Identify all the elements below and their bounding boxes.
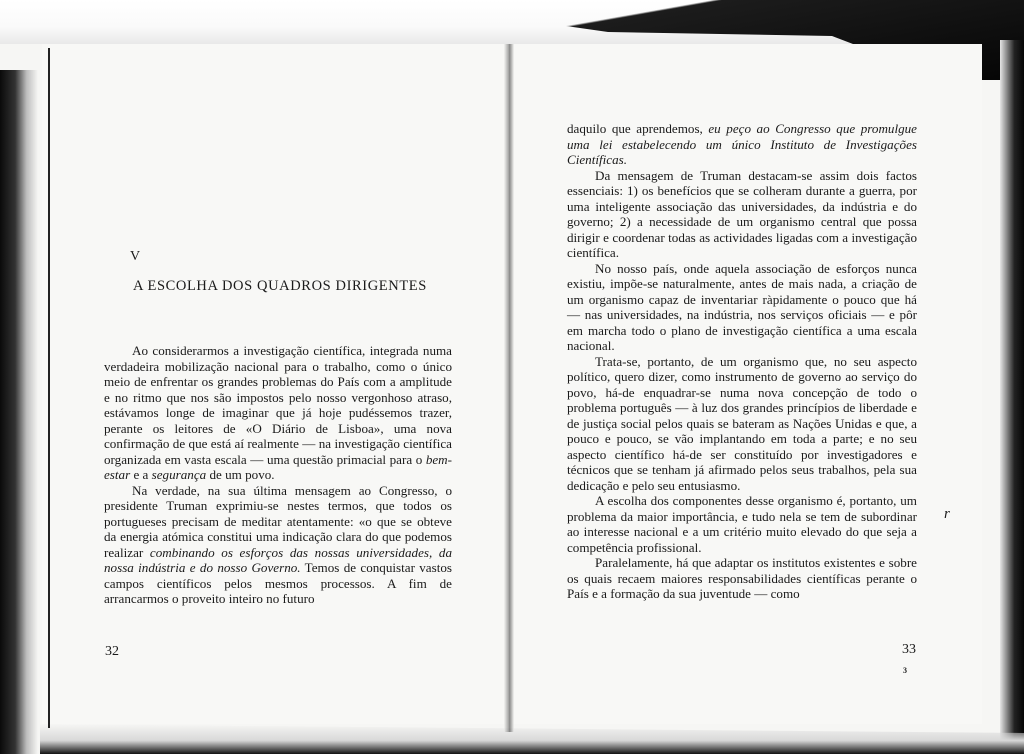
paragraph: No nosso país, onde aquela associação de esforços nunca existiu, impõe-se naturalmente, antes de mais nada, a criação de um organismo capaz de inventariar ràpidamente o pouco que há — nas universidades, na indústria, nos serviços oficiais — e pôr em marcha todo o plano de investigação científica a uma escala nacional. [567,260,917,353]
scan-shadow-bottom [40,724,1024,754]
paragraph: Na verdade, na sua última mensagem ao Congresso, o presidente Truman exprimiu-se nestes termos, que todos os portugueses precisam de meditar atentamente: «o que se obteve da energia atómica constitui uma indicação clara do que podemos realizar combinando os esforços das nossas universidades, da nossa indústria e do nosso Governo. Temos de conquistar vastos campos científicos pelos mesmos processos. A fim de arrancarmos o proveito inteiro no futuro [104,482,452,606]
paragraph: Trata-se, portanto, de um organismo que, no seu aspecto político, quero dizer, como instrumento de governo ao serviço do povo, há-de enquadrar-se numa nova concepção de todo o problema português — à luz dos grandes princípios de liberdade e de justiça social pelos quais se bateram as Nações Unidas e que, a pouco e pouco, se vão implantando em toda a parte; e no seu aspecto científico há-de ser constituído por investigadores e técnicos que se tenham já afirmado pelos seus trabalhos, pela sua dedicação e pelo seu entusiasmo. [567,353,917,493]
page-number-left: 32 [105,644,119,659]
handwritten-margin-mark: r [944,506,950,522]
paragraph: daquilo que aprendemos, eu peço ao Congresso que promulgue uma lei estabelecendo um único Instituto de Investigações Científicas. [567,121,917,167]
paragraph: Paralelamente, há que adaptar os institutos existentes e sobre os quais recaem maiores responsabilidades científicas perante o País e a formação da sua juventude — como [567,555,917,601]
scan-shadow-left [0,70,38,754]
left-body-text [104,343,452,607]
book-gutter [504,44,514,732]
scan-shadow-right [1000,40,1024,754]
page-edge-line [48,48,50,728]
right-body-text [567,121,917,602]
paragraph: Da mensagem de Truman destacam-se assim dois factos essenciais: 1) os benefícios que se colheram durante a guerra, por uma inteligente associação das universidades, da indústria e do governo; 2) a necessidade de um organismo central que possa dirigir e coordenar todas as actividades ligadas com a investigação científica. [567,167,917,260]
chapter-number: V [130,249,141,264]
printer-signature-mark: 3 [903,666,907,675]
page-number-right: 33 [902,642,916,657]
chapter-title: A ESCOLHA DOS QUADROS DIRIGENTES [133,278,427,294]
paragraph: Ao considerarmos a investigação científica, integrada numa verdadeira mobilização nacional para o trabalho, como o único meio de enfrentar os grandes problemas do País com a amplitude e no ritmo que nos são impostos pelo nosso vergonhoso atraso, estávamos longe de imaginar que já hoje pudéssemos trazer, perante os leitores de «O Diário de Lisboa», uma nova confirmação de que está aí realmente — na investigação científica organizada em vasta escala — uma questão primacial para o bem-estar e a segurança de um povo. [104,343,452,482]
paragraph: A escolha dos componentes desse organismo é, portanto, um problema da maior importância, e tudo nela se tem de subordinar ao interesse nacional e a um critério muito elevado do que seja a competência profissional. [567,493,917,555]
